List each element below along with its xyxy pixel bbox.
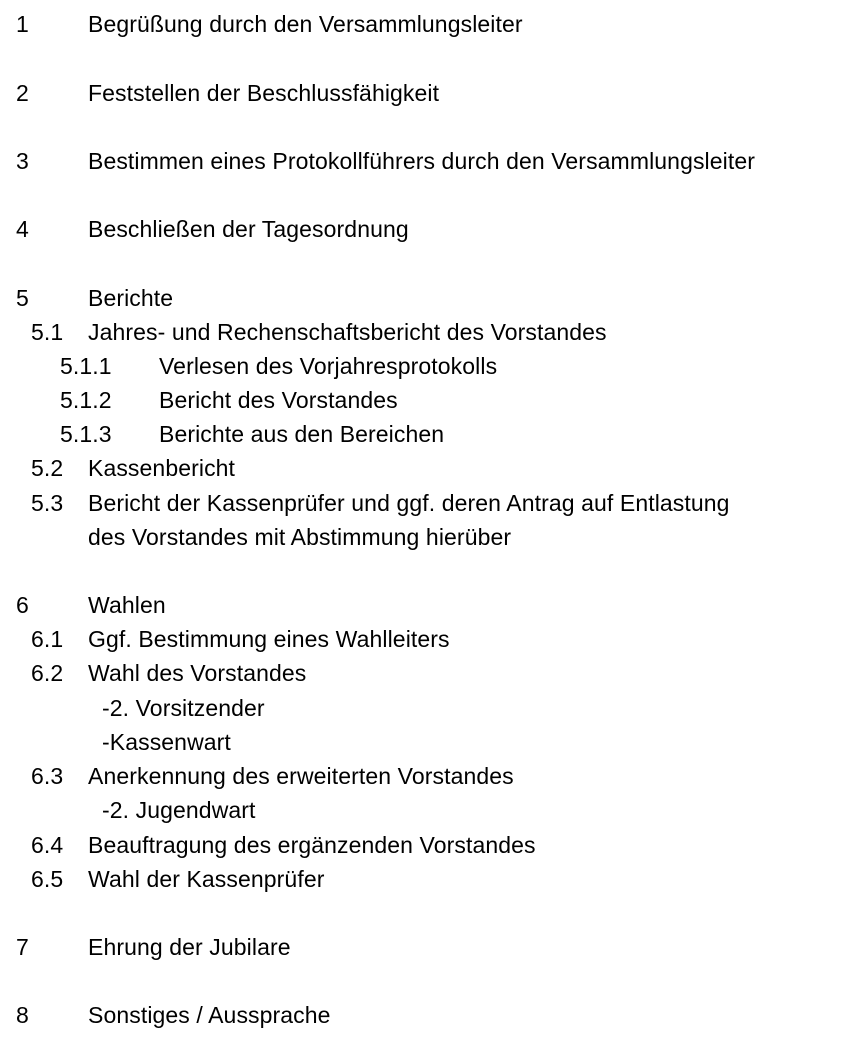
item-text: Wahl der Kassenprüfer <box>88 866 325 892</box>
item-number: 5.1 <box>31 319 64 345</box>
item-text: Ggf. Bestimmung eines Wahlleiters <box>88 626 450 652</box>
item-text: Jahres- und Rechenschaftsbericht des Vorstandes <box>88 319 607 345</box>
item-number: 6.3 <box>31 763 64 789</box>
item-number: 1 <box>16 11 29 37</box>
item-text: Feststellen der Beschlussfähigkeit <box>88 80 440 106</box>
subpoint-text: -2. Vorsitzender <box>102 695 265 721</box>
item-text: Sonstiges / Aussprache <box>88 1002 331 1028</box>
item-number: 5.1.2 <box>60 387 112 413</box>
item-text: Verlesen des Vorjahresprotokolls <box>159 353 498 379</box>
item-number: 6 <box>16 592 29 618</box>
item-number: 5 <box>16 285 29 311</box>
item-number: 5.3 <box>31 490 64 516</box>
item-number: 3 <box>16 148 29 174</box>
item-number: 6.5 <box>31 866 64 892</box>
item-number: 7 <box>16 934 29 960</box>
item-text: Bericht der Kassenprüfer und ggf. deren Antrag auf Entlastung <box>88 490 730 516</box>
item-number: 5.1.3 <box>60 421 112 447</box>
item-number: 8 <box>16 1002 29 1028</box>
item-number: 6.4 <box>31 832 64 858</box>
item-text: Wahl des Vorstandes <box>88 660 307 686</box>
item-text: Berichte <box>88 285 174 311</box>
subpoint-text: -2. Jugendwart <box>102 797 256 823</box>
item-text: Bericht des Vorstandes <box>159 387 398 413</box>
item-text: Beschließen der Tagesordnung <box>88 216 409 242</box>
item-number: 6.1 <box>31 626 64 652</box>
item-number: 5.1.1 <box>60 353 112 379</box>
item-text: Kassenbericht <box>88 455 236 481</box>
item-text: Ehrung der Jubilare <box>88 934 291 960</box>
item-text: Bestimmen eines Protokollführers durch den Versammlungsleiter <box>88 148 756 174</box>
item-number: 2 <box>16 80 29 106</box>
item-number: 6.2 <box>31 660 64 686</box>
item-number: 5.2 <box>31 455 64 481</box>
item-text: Anerkennung des erweiterten Vorstandes <box>88 763 514 789</box>
item-text: Wahlen <box>88 592 166 618</box>
item-text-continuation: des Vorstandes mit Abstimmung hierüber <box>88 524 512 550</box>
subpoint-text: -Kassenwart <box>102 729 231 755</box>
item-number: 4 <box>16 216 29 242</box>
item-text: Beauftragung des ergänzenden Vorstandes <box>88 832 536 858</box>
item-text: Begrüßung durch den Versammlungsleiter <box>88 11 523 37</box>
item-text: Berichte aus den Bereichen <box>159 421 445 447</box>
